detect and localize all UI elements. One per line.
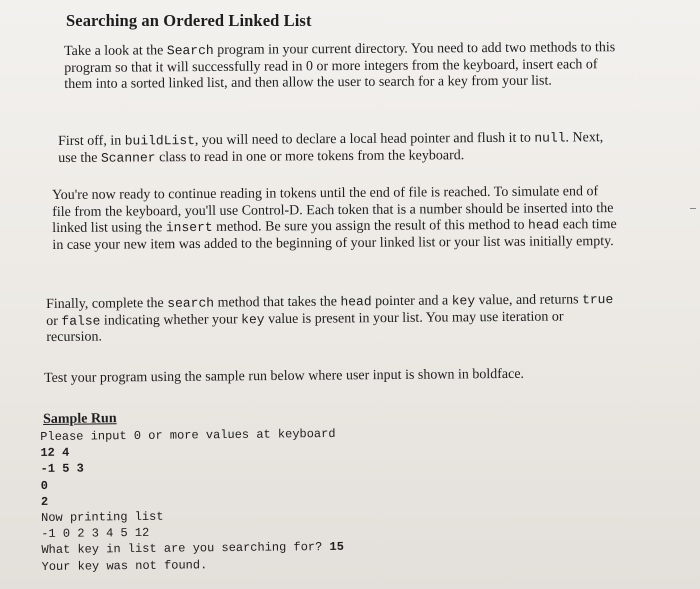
text: each time in case your new item was added to the beginning of your linked list or your list was initially empty. <box>52 217 617 253</box>
paragraph-search <box>46 292 621 347</box>
code-false: false <box>61 313 101 329</box>
sample-run-heading: Sample Run <box>42 411 117 427</box>
text: pointer and a <box>371 293 452 310</box>
code-head: head <box>527 217 560 233</box>
code-key: key <box>451 293 476 309</box>
page-edge-mark <box>690 208 696 209</box>
console-line: Now printing list <box>41 509 164 526</box>
console-prompt: What key in list are you searching for? <box>41 540 330 558</box>
code-search-method: search <box>167 295 215 311</box>
code-insert: insert <box>165 219 213 236</box>
text: value is present in your list. You may use iteration or recursion. <box>46 308 564 345</box>
code-key: key <box>241 311 265 327</box>
console-input-line: -1 5 3 <box>40 461 84 477</box>
paragraph-buildlist <box>58 130 618 167</box>
code-true: true <box>581 292 614 308</box>
paragraph-test: Test your program using the sample run below where user input is shown in boldface. <box>44 366 525 386</box>
console-input: 15 <box>329 540 344 555</box>
text: First off, in <box>58 133 125 149</box>
sample-run <box>40 409 344 575</box>
text: Take a look at the <box>64 43 167 59</box>
text: . Next, use the <box>58 130 604 166</box>
code-buildlist: buildList <box>124 133 195 149</box>
text: method. Be sure you assign the result of this method to <box>212 217 529 235</box>
text: method that takes the <box>213 294 341 311</box>
code-scanner: Scanner <box>100 149 156 166</box>
text: indicating whether your <box>100 311 242 329</box>
text: You're now ready to continue reading in tokens until the end of file is reached. To simulate end of file from the keyboard, you'll use Control-D. Each token that is a number should be inserted into the linked list using the <box>52 184 614 236</box>
code-search: Search <box>166 42 214 59</box>
text: or <box>46 313 62 329</box>
code-null: null <box>534 130 566 146</box>
page-title: Searching an Ordered Linked List <box>66 11 312 30</box>
text: value, and returns <box>475 292 583 309</box>
console-input-line: 0 <box>40 478 49 493</box>
text: program in your current directory. You need to add two methods to this program so that it will successfully read in 0 or more integers from the keyboard, insert each of them into a sorted linked list, and then allow the user to search for a key from your list. <box>64 40 616 92</box>
console-line: Your key was not found. <box>41 557 208 574</box>
console-line: Please input 0 or more values at keyboard <box>40 426 336 444</box>
console-line <box>41 539 344 558</box>
console-input-line: 12 4 <box>40 445 70 461</box>
text: class to read in one or more tokens from the keyboard. <box>155 147 465 165</box>
text: , you will need to declare a local head pointer and flush it to <box>194 130 535 149</box>
console-line: -1 0 2 3 4 5 12 <box>41 526 150 542</box>
text: Finally, complete the <box>46 295 168 312</box>
sample-run-output <box>40 426 344 575</box>
paragraph-reading <box>52 184 617 254</box>
console-input-line: 2 <box>40 494 49 509</box>
paragraph-intro <box>64 40 624 93</box>
code-head: head <box>340 294 372 310</box>
